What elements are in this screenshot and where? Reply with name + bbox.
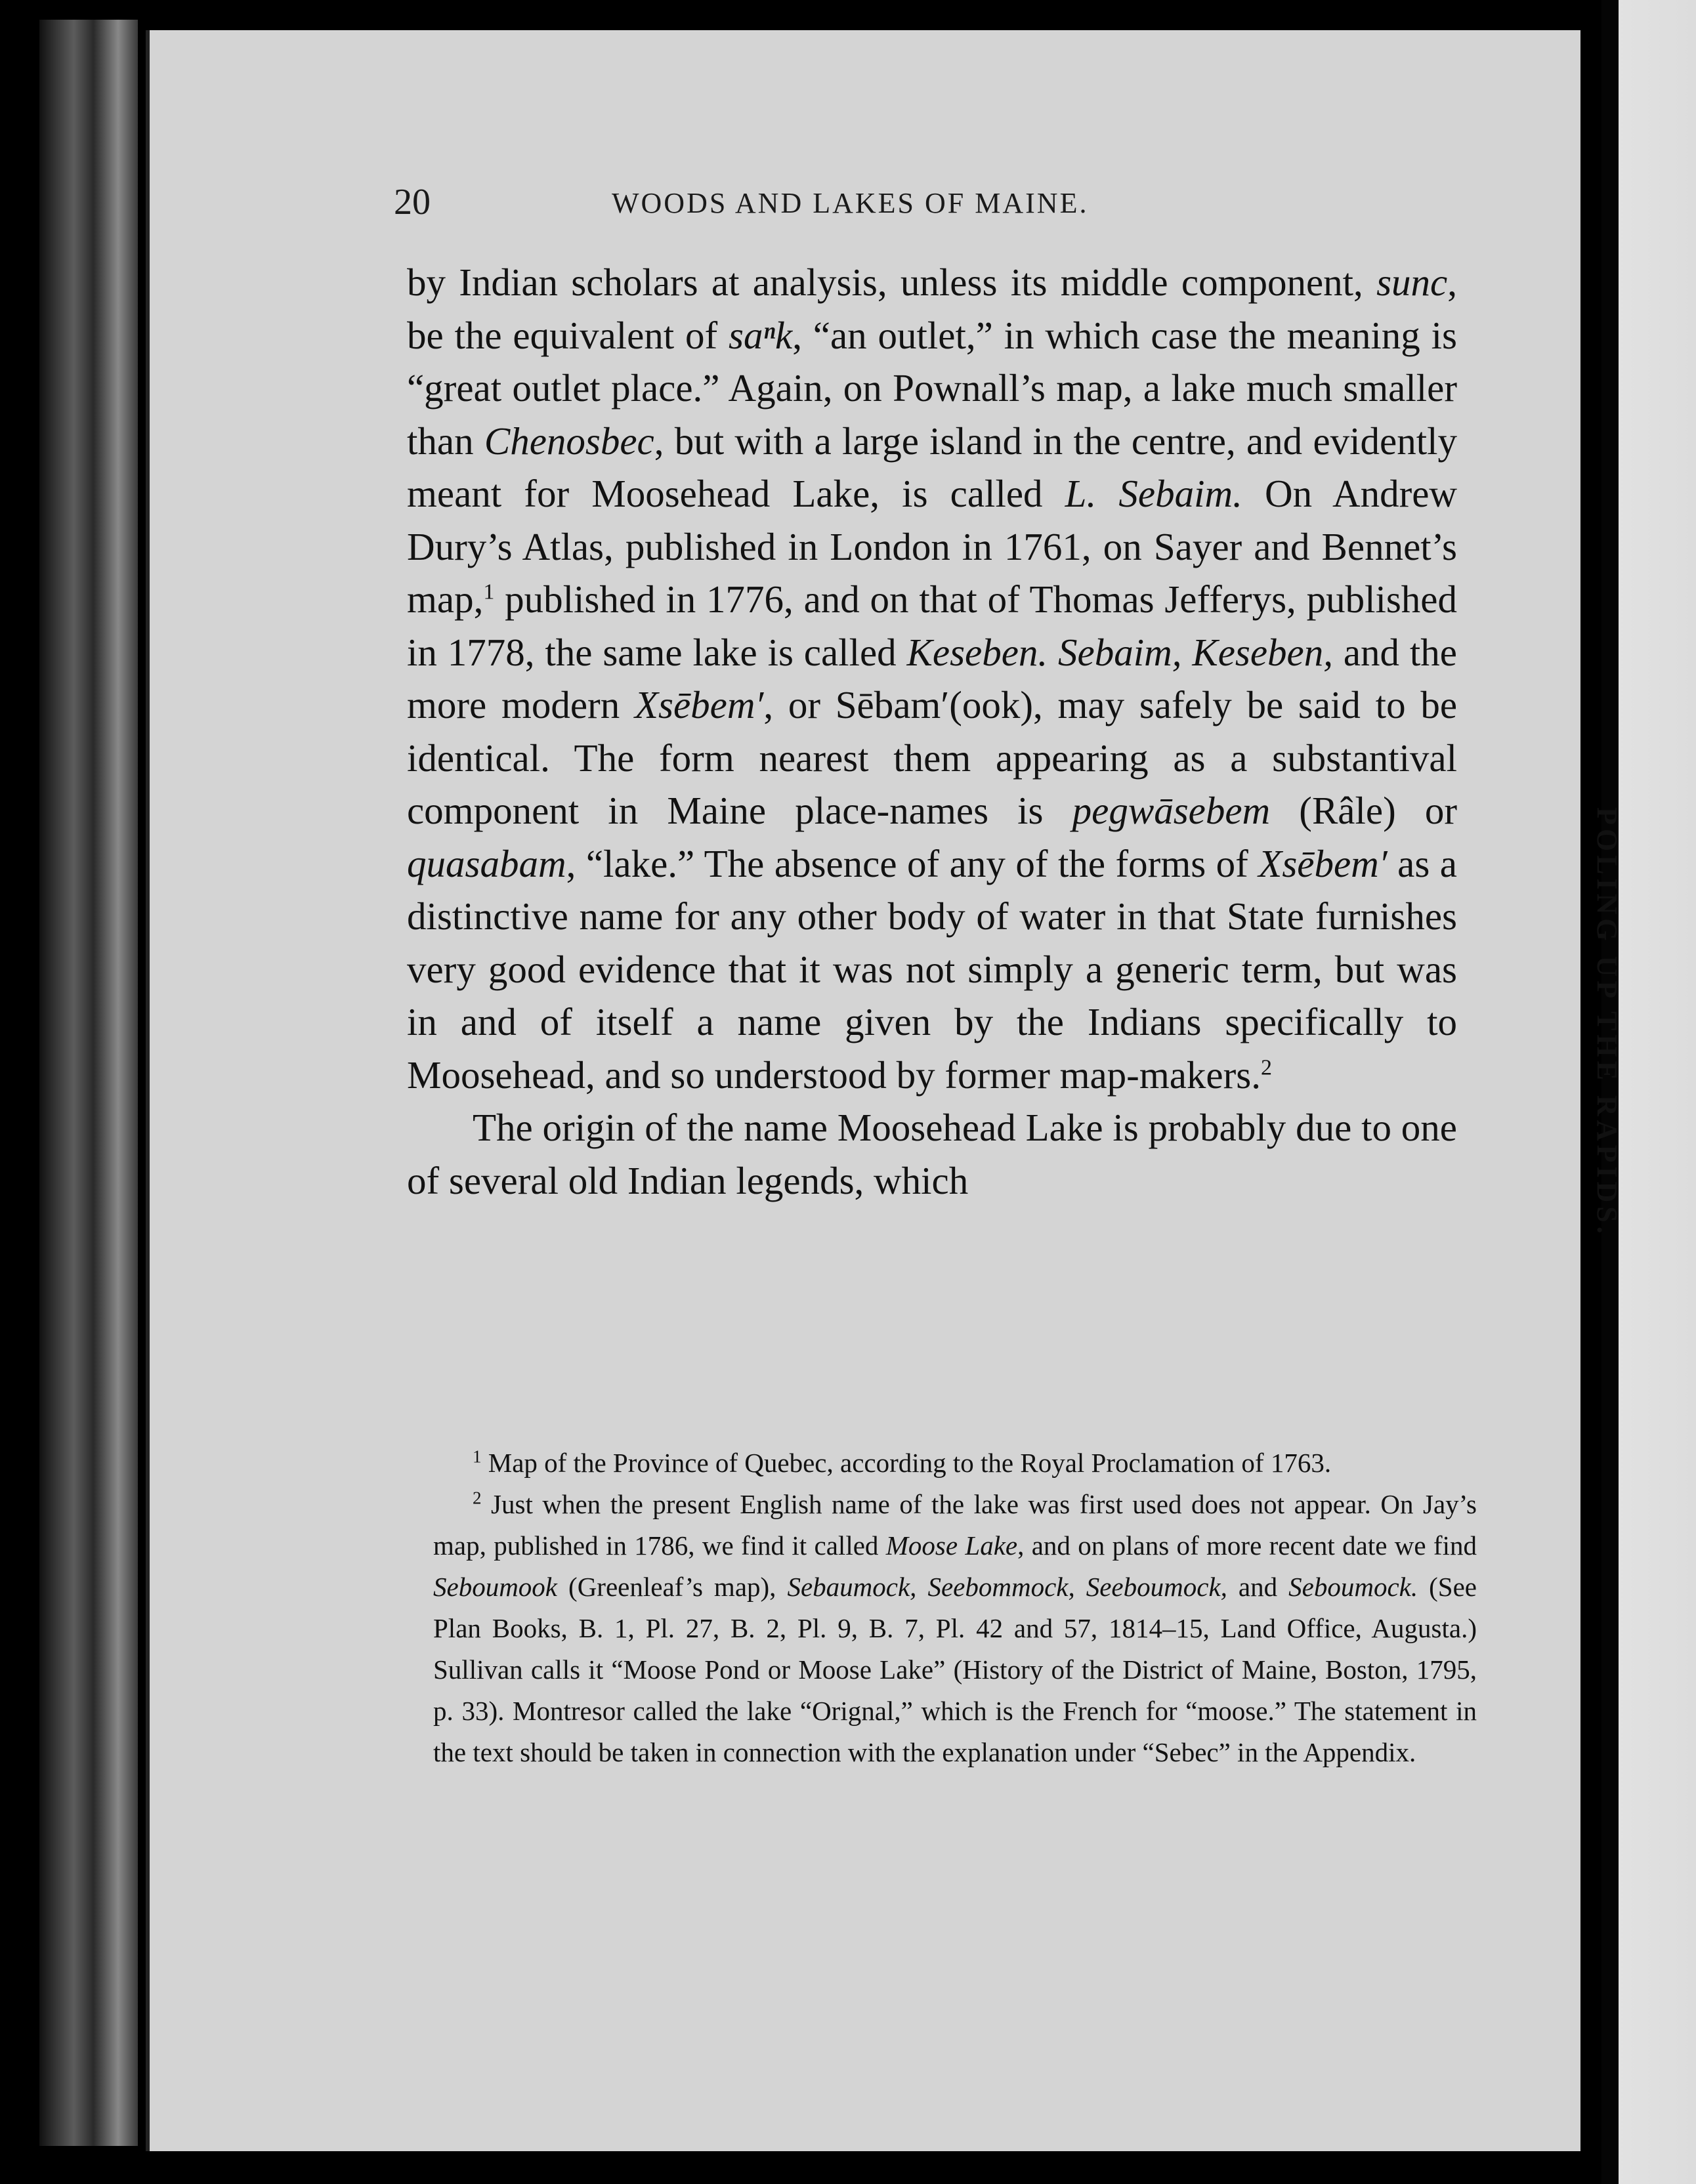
- text-run: , or Sēbam′(ook), may safely be said to be identical. The form nearest them appearing as a substantival component in Maine place-names is: [407, 683, 1458, 832]
- page-number: 20: [394, 182, 431, 222]
- text-run: (Râle) or: [1270, 789, 1457, 832]
- italic-run: Sebaim, Keseben,: [1058, 630, 1333, 674]
- footnote-ref-1: 1: [483, 579, 495, 604]
- italic-run: L. Sebaim.: [1065, 472, 1242, 515]
- footnote-text: Map of the Province of Quebec, according to the Royal Proclamation of 1763.: [481, 1448, 1332, 1478]
- text-run: (See Plan Books, B. 1, Pl. 27, B. 2, Pl. 9, B. 7, Pl. 42 and 57, 1814–15, Land Office, Augusta.) Sullivan calls it “Moose Pond or Moose Lake” (History of the District of Maine, Boston, 1795, p. 33). Montresor called the lake “Orignal,” which is the French for “moose.” The statement in the text should be taken in connection with the explanation under “Sebec” in the Appendix.: [433, 1572, 1477, 1767]
- text-run: On Andrew Dury’s Atlas, published in London in 1761, on Sayer and Bennet’s map,: [407, 472, 1458, 621]
- footnote-mark: 1: [473, 1446, 482, 1467]
- footnote-2: [433, 1484, 1477, 1773]
- facing-plate-title: POLING UP THE RAPIDS.: [1591, 807, 1623, 1238]
- italic-run: sunc: [1376, 261, 1448, 304]
- footnote-mark: 2: [473, 1488, 482, 1508]
- text-run: as a distinctive name for any other body of water in that State furnishes very good evidence that it was not simply a generic term, but was in and of itself a name given by the Indians specifically to Moosehead, and so understood by former map-makers.: [407, 841, 1457, 1097]
- italic-run: quasabam: [407, 841, 566, 885]
- italic-run: Chenosbec: [484, 419, 654, 463]
- book-spine: [39, 20, 138, 2146]
- text-run: , but with a large island in the centre, and evidently meant for Moosehead Lake, is called: [407, 419, 1457, 515]
- footnotes: [433, 1442, 1477, 1773]
- text-run: [1048, 631, 1058, 674]
- text-run: (Greenleaf’s map),: [557, 1572, 788, 1602]
- text-run: , be the equivalent of: [407, 261, 1457, 357]
- italic-run: Seboumock.: [1288, 1572, 1418, 1602]
- body-text: [407, 256, 1457, 1207]
- italic-run: Xsēbem′: [1258, 841, 1388, 885]
- text-run: , “lake.” The absence of any of the forms of: [566, 841, 1259, 885]
- text-run: Just when the present English name of the lake was first used does not appear. On Jay’s map, published in 1786, we find it called: [433, 1489, 1477, 1561]
- text-run: by Indian scholars at analysis, unless its middle component,: [407, 261, 1377, 304]
- running-title: WOODS AND LAKES OF MAINE.: [612, 187, 1089, 219]
- text-run: and: [1227, 1572, 1289, 1602]
- italic-run: Sebaumock, Seebommock, Seeboumock,: [787, 1572, 1227, 1602]
- footnote-ref-2: 2: [1260, 1055, 1272, 1080]
- text-run: and the more modern: [407, 630, 1457, 726]
- italic-run: pegwāsebem: [1072, 789, 1271, 832]
- text-run: , “an outlet,” in which case the meaning is “great outlet place.” Again, on Pownall’s map, a lake much smaller than: [407, 313, 1457, 463]
- italic-run: Moose Lake: [885, 1530, 1018, 1561]
- italic-run: Seboumook: [433, 1572, 558, 1602]
- paragraph-1: [407, 256, 1457, 1101]
- italic-run: Xsēbem′: [634, 683, 764, 726]
- footnote-1: [433, 1442, 1477, 1484]
- text-run: published in 1776, and on that of Thomas Jefferys, published in 1778, the same lake is called: [407, 578, 1457, 674]
- paragraph-2: The origin of the name Moosehead Lake is probably due to one of several old Indian legends, which: [407, 1106, 1457, 1202]
- text-run: , and on plans of more recent date we find: [1017, 1530, 1477, 1561]
- italic-run: Keseben.: [906, 630, 1048, 674]
- italic-run: saⁿk: [728, 313, 793, 357]
